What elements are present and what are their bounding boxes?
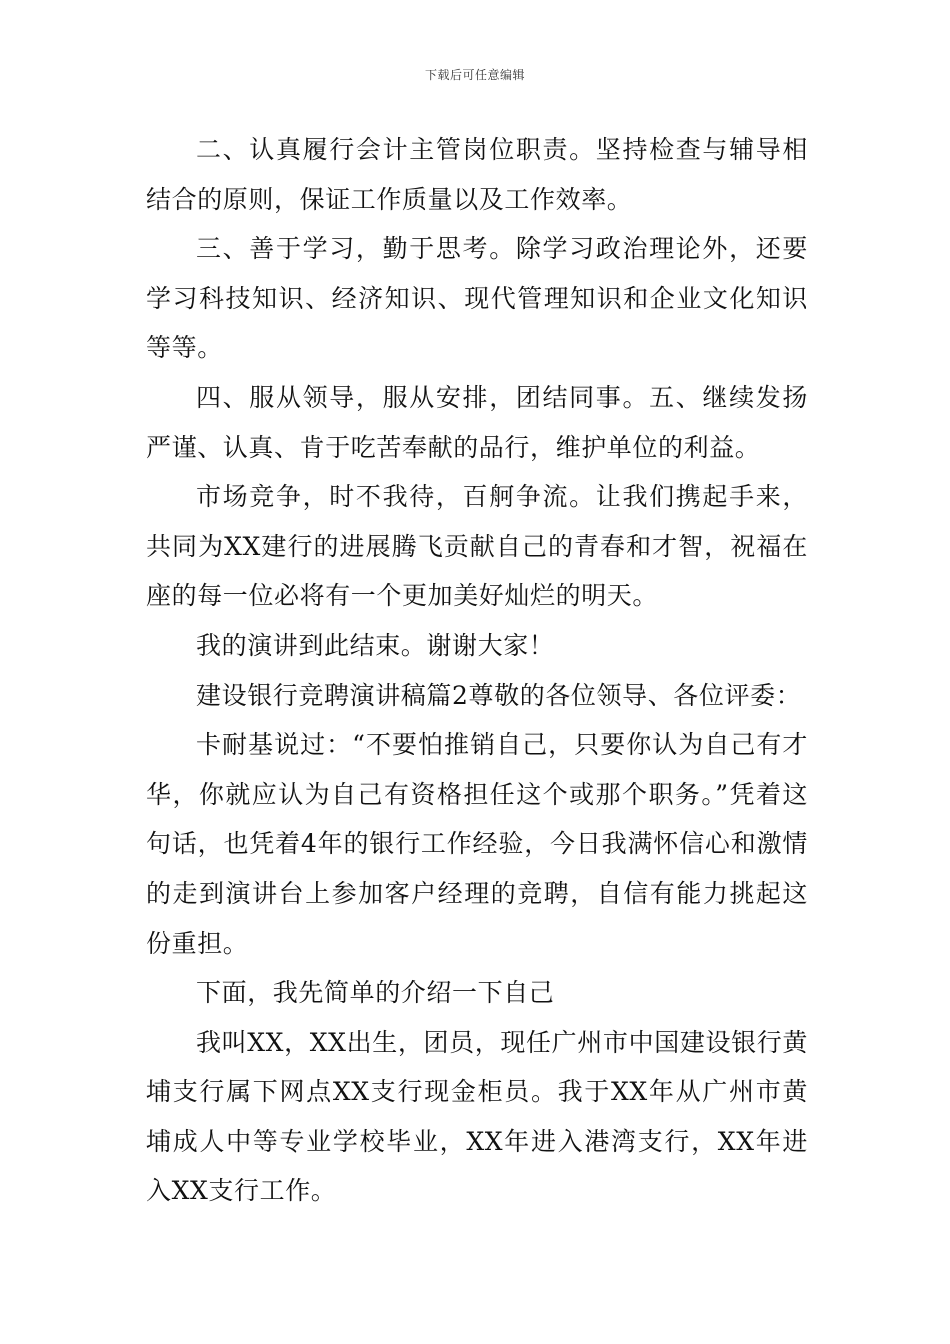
- paragraph-4: 市场竞争，时不我待，百舸争流。让我们携起手来，共同为XX建行的进展腾飞贡献自己的青春和才智，祝福在座的每一位必将有一个更加美好灿烂的明天。: [146, 482, 808, 611]
- paragraph-5: 我的演讲到此结束。谢谢大家！: [196, 630, 555, 660]
- page-header: 下载后可任意编辑: [424, 68, 525, 82]
- paragraph-7: 卡耐基说过：“不要怕推销自己，只要你认为自己有才华，你就应认为自己有资格担任这个或那个职务。”凭着这句话，也凭着4年的银行工作经验，今日我满怀信心和激情的走到演讲台上参加客户经理的竞聘，自信有能力挑起这份重担。: [146, 730, 808, 958]
- document-body: [146, 125, 808, 1216]
- paragraph-1: 二、认真履行会计主管岗位职责。坚持检查与辅导相结合的原则，保证工作质量以及工作效率。: [146, 135, 808, 214]
- paragraph-6: 建设银行竞聘演讲稿篇2尊敬的各位领导、各位评委：: [196, 680, 802, 710]
- paragraph-9: 我叫XX，XX出生，团员，现任广州市中国建设银行黄埔支行属下网点XX支行现金柜员。我于XX年从广州市黄埔成人中等专业学校毕业，XX年进入港湾支行，XX年进入XX支行工作。: [146, 1027, 808, 1206]
- paragraph-3: 四、服从领导，服从安排，团结同事。五、继续发扬严谨、认真、肯于吃苦奉献的品行，维护单位的利益。: [146, 382, 808, 462]
- paragraph-8: 下面，我先简单的介绍一下自己: [196, 978, 555, 1008]
- paragraph-2: 三、善于学习，勤于思考。除学习政治理论外，还要学习科技知识、经济知识、现代管理知识和企业文化知识等等。: [146, 234, 808, 363]
